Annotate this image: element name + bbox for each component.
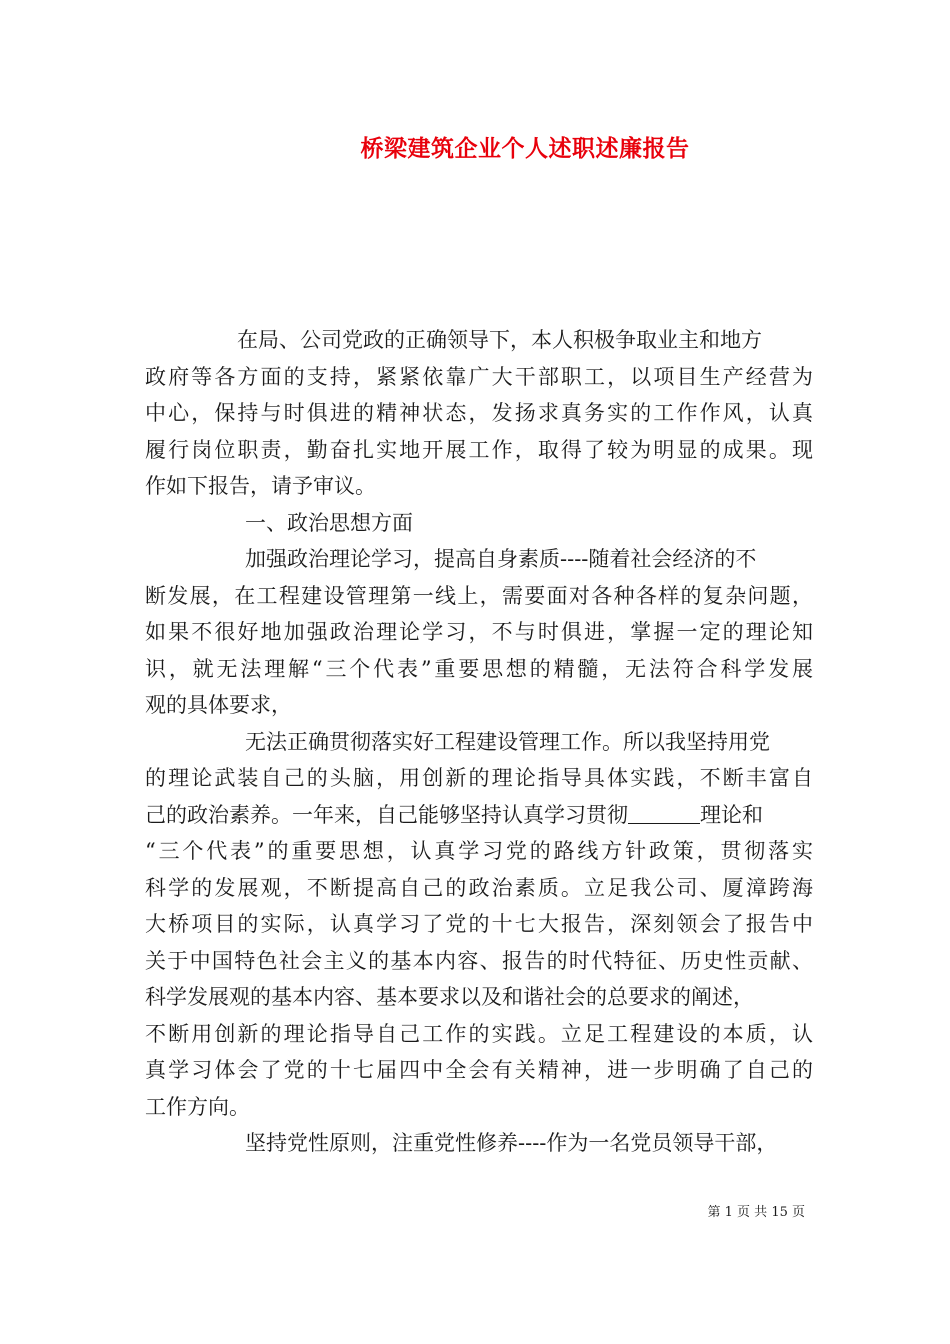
paragraph-line: 观的具体要求，: [145, 693, 292, 717]
paragraph-line: 中心，保持与时俱进的精神状态，发扬求真务实的工作作风，认真: [145, 401, 813, 425]
paragraph-line: 坚持党性原则，注重党性修养----作为一名党员领导干部，: [245, 1131, 778, 1155]
section-heading: 一、政治思想方面: [245, 510, 413, 535]
paragraph-line: 在局、公司党政的正确领导下，本人积极争取业主和地方: [237, 328, 762, 352]
paragraph-line: 如果不很好地加强政治理论学习，不与时俱进，掌握一定的理论知: [145, 620, 813, 644]
document-body: [145, 322, 813, 1162]
paragraph-line: 政府等各方面的支持，紧紧依靠广大干部职工，以项目生产经营为: [145, 364, 813, 389]
line-text: 己的政治素养。一年来，自己能够坚持认真学习贯彻: [145, 802, 628, 827]
paragraph-line: 无法正确贯彻落实好工程建设管理工作。所以我坚持用党: [245, 729, 770, 754]
paragraph-line: 工作方向。: [145, 1094, 250, 1119]
paragraph-line: 科学发展观的基本内容、基本要求以及和谐社会的总要求的阐述，: [145, 985, 754, 1009]
paragraph-line-with-blank: [145, 797, 813, 834]
paragraph-line: 科学的发展观，不断提高自己的政治素质。立足我公司、厦漳跨海: [145, 875, 813, 900]
fill-in-blank: [628, 802, 700, 824]
paragraph-line: 真学习体会了党的十七届四中全会有关精神，进一步明确了自己的: [145, 1058, 813, 1082]
paragraph-line: 履行岗位职责，勤奋扎实地开展工作，取得了较为明显的成果。现: [145, 437, 813, 462]
paragraph-line: 加强政治理论学习，提高自身素质----随着社会经济的不: [245, 547, 757, 571]
paragraph-line: 断发展，在工程建设管理第一线上，需要面对各种各样的复杂问题，: [145, 583, 813, 608]
page-number: 第 1 页 共 15 页: [707, 1205, 805, 1220]
paragraph-line: 大桥项目的实际，认真学习了党的十七大报告，深刻领会了报告中: [145, 912, 813, 936]
document-title: 桥梁建筑企业个人述职述廉报告: [360, 135, 690, 162]
paragraph-line: 不断用创新的理论指导自己工作的实践。立足工程建设的本质，认: [145, 1021, 813, 1046]
line-text: 理论和: [700, 802, 763, 827]
paragraph-line: 识，就无法理解“三个代表”重要思想的精髓，无法符合科学发展: [145, 656, 813, 681]
paragraph-line: 的理论武装自己的头脑，用创新的理论指导具体实践，不断丰富自: [145, 766, 813, 790]
paragraph-line: “三个代表”的重要思想，认真学习党的路线方针政策，贯彻落实: [145, 839, 813, 863]
paragraph-line: 作如下报告，请予审议。: [145, 474, 376, 498]
paragraph-line: 关于中国特色社会主义的基本内容、报告的时代特征、历史性贡献、: [145, 948, 813, 973]
